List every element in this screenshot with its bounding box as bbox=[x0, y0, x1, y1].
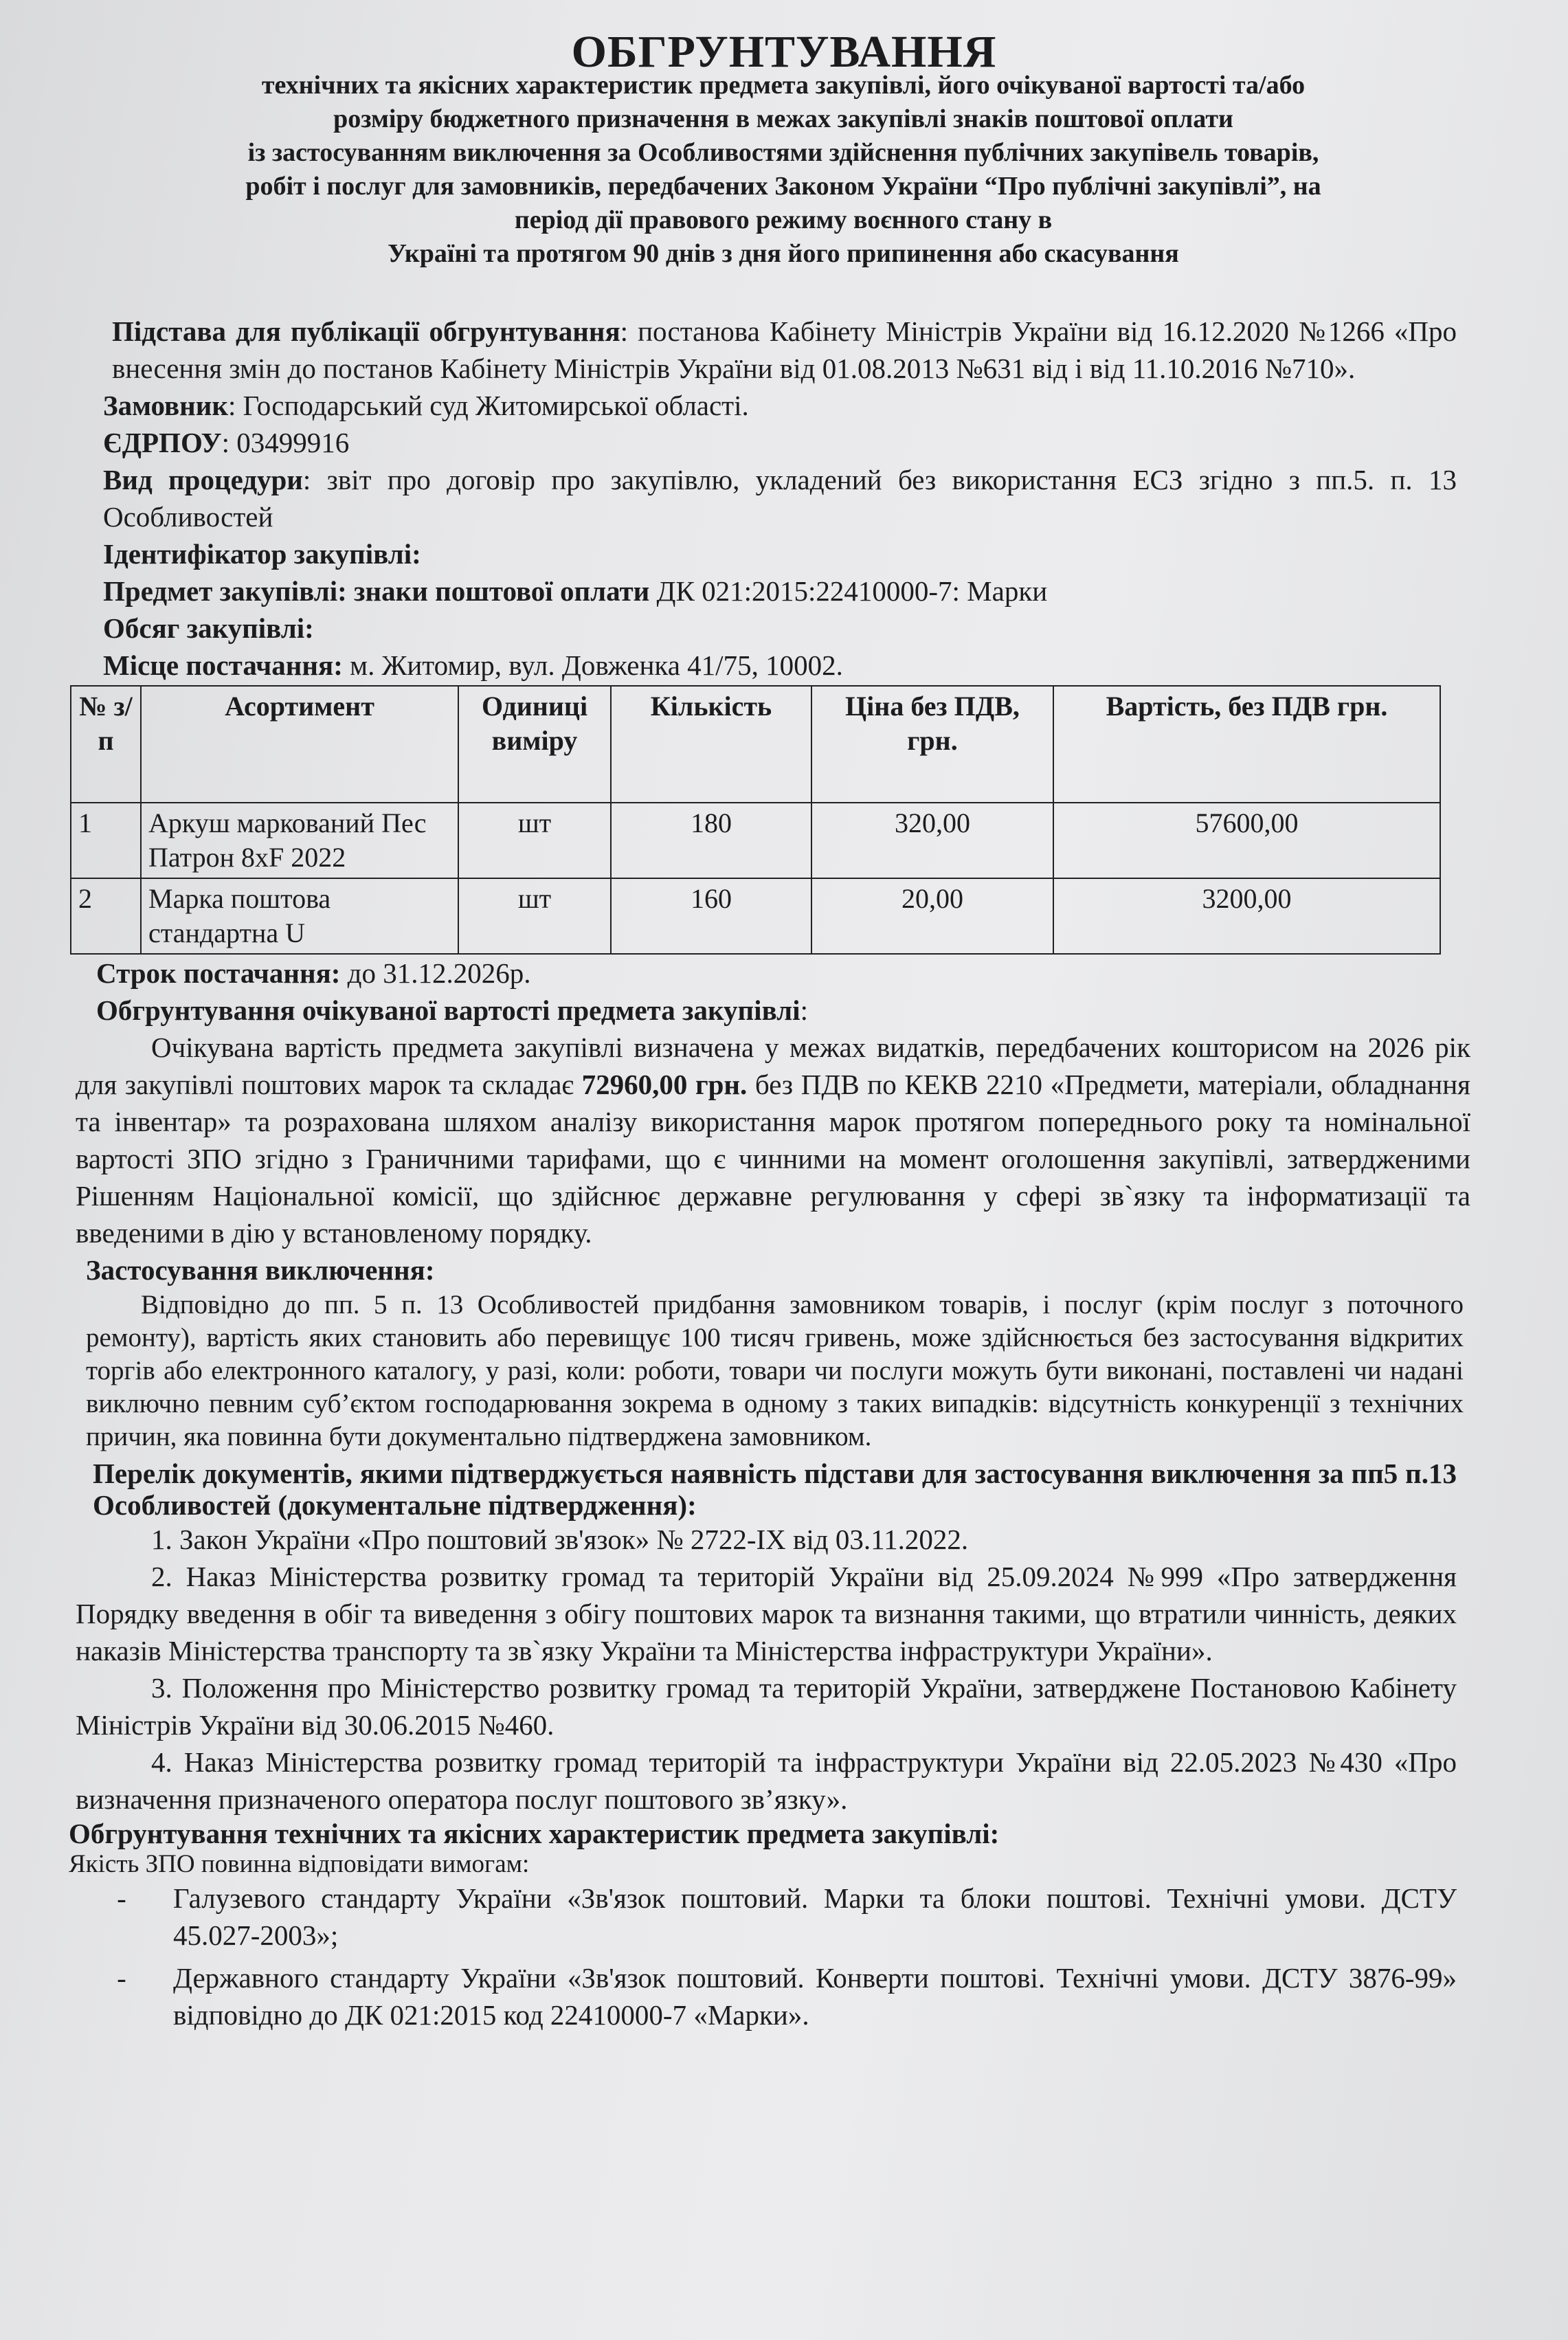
documents-heading-text: Перелік документів, якими підтверджується наявність підстави для застосування виключення за пп5 п.13 Особливостей (документальне підтвердження): bbox=[93, 1458, 1457, 1521]
place-line bbox=[103, 647, 1457, 684]
technical-heading bbox=[69, 1818, 1457, 1849]
cell-assortment: Марка поштова стандартна U bbox=[141, 878, 458, 954]
cell-unit: шт bbox=[458, 878, 611, 954]
document-item: 3. Положення про Міністерство розвитку громад та територій України, затверджене Постановою Кабінету Міністрів України від 30.06.2015 №460. bbox=[76, 1672, 1457, 1741]
document-title: ОБГРУНТУВАННЯ bbox=[571, 27, 997, 77]
expected-heading bbox=[96, 992, 1457, 1029]
edrpou-value: : 03499916 bbox=[221, 427, 350, 458]
document-item: 4. Наказ Міністерства розвитку громад територій та інфраструктури України від 22.05.2023 №430 «Про визначення призначеного оператора послуг поштового зв’язку». bbox=[76, 1746, 1457, 1815]
basis-paragraph bbox=[112, 313, 1457, 387]
dash-bullet: - bbox=[117, 1962, 126, 1994]
customer-line bbox=[103, 387, 1457, 424]
cell-total: 3200,00 bbox=[1053, 878, 1440, 954]
document-body bbox=[69, 313, 1471, 2033]
technical-intro: Якість ЗПО повинна відповідати вимогам: bbox=[69, 1850, 530, 1878]
header-number: № з/п bbox=[71, 686, 141, 803]
volume-line bbox=[103, 610, 1457, 647]
exception-paragraph: Відповідно до пп. 5 п. 13 Особливостей придбання замовником товарів, і послуг (крім послуг з поточного ремонту), вартість яких становить або перевищує 100 тисяч гривень, може здійснюється без застосування відкритих торгів або електронного каталогу, у разі, коли: роботи, товари чи послуги можуть бути виконані, поставлені чи надані виключно певним суб’єктом господарювання зокрема в одному з таких випадків: відсутність конкуренції з технічних причин, яка повинна бути документально підтверджена замовником. bbox=[86, 1290, 1464, 1451]
subtitle-line: період дії правового режиму воєнного стану в bbox=[514, 205, 1053, 234]
cell-number: 1 bbox=[71, 803, 141, 878]
subtitle-line: робіт і послуг для замовників, передбачених Законом України “Про публічні закупівлі”, на bbox=[245, 172, 1321, 201]
expected-text-2: без ПДВ по КЕКВ 2210 «Предмети, матеріали, обладнання та інвентар» та розрахована шляхом аналізу використання марок протягом попереднього року та номінальної вартості ЗПО згідно з Граничними тарифами, що є чинними на момент оголошення закупівлі, затвердженими Рішенням Національної комісії, що здійснює державне регулювання у сфері зв`язку та інформатизації та введеними в дію у встановленому порядку. bbox=[76, 1069, 1471, 1249]
exception-heading-text: Застосування виключення: bbox=[86, 1254, 435, 1286]
technical-item-text: Галузевого стандарту України «Зв'язок поштовий. Марки та блоки поштові. Технічні умови. ДСТУ 45.027-2003»; bbox=[173, 1882, 1457, 1951]
technical-heading-text: Обгрунтування технічних та якісних характеристик предмета закупівлі: bbox=[69, 1818, 1000, 1849]
cell-total: 57600,00 bbox=[1053, 803, 1440, 878]
dash-bullet: - bbox=[117, 1882, 126, 1914]
place-label: Місце постачання: bbox=[103, 649, 343, 681]
cell-number: 2 bbox=[71, 878, 141, 954]
subject-line bbox=[103, 572, 1457, 610]
technical-list-item bbox=[70, 1959, 1457, 2033]
edrpou-label: ЄДРПОУ bbox=[103, 427, 222, 458]
document-subtitle bbox=[110, 69, 1457, 271]
cell-price: 20,00 bbox=[811, 878, 1053, 954]
cell-price: 320,00 bbox=[811, 803, 1053, 878]
basis-text: : постанова Кабінету Міністрів України від 16.12.2020 №1266 «Про внесення змін до постанов Кабінету Міністрів України від 01.08.2013 №631 від і від 11.10.2016 №710». bbox=[112, 315, 1457, 384]
table-row bbox=[71, 878, 1440, 954]
expected-colon: : bbox=[800, 994, 808, 1026]
header-total: Вартість, без ПДВ грн. bbox=[1053, 686, 1440, 803]
technical-list-item bbox=[70, 1880, 1457, 1954]
identifier-line bbox=[103, 535, 1457, 572]
expected-amount: 72960,00 грн. bbox=[581, 1069, 748, 1100]
procedure-label: Вид процедури bbox=[103, 464, 303, 495]
document-item: 1. Закон України «Про поштовий зв'язок» № 2722-IX від 03.11.2022. bbox=[151, 1524, 969, 1555]
term-label: Строк постачання: bbox=[96, 957, 341, 989]
subtitle-line: розміру бюджетного призначення в межах закупівлі знаків поштової оплати bbox=[333, 104, 1233, 133]
volume-label: Обсяг закупівлі: bbox=[103, 612, 314, 644]
cell-assortment: Аркуш маркований Пес Патрон 8xF 2022 bbox=[141, 803, 458, 878]
header-quantity: Кількість bbox=[611, 686, 811, 803]
place-value: м. Житомир, вул. Довженка 41/75, 10002. bbox=[342, 649, 843, 681]
items-table bbox=[70, 685, 1441, 955]
exception-heading bbox=[86, 1251, 1457, 1289]
header-unit: Одиниці виміру bbox=[458, 686, 611, 803]
cell-quantity: 160 bbox=[611, 878, 811, 954]
customer-label: Замовник bbox=[103, 390, 229, 421]
procedure-value: : звіт про договір про закупівлю, укладений без використання ЕСЗ згідно з пп.5. п. 13 Особливостей bbox=[103, 464, 1457, 533]
header-price: Ціна без ПДВ, грн. bbox=[811, 686, 1053, 803]
table-header-row bbox=[71, 686, 1440, 803]
basis-label: Підстава для публікації обгрунтування bbox=[112, 315, 620, 347]
expected-paragraph bbox=[76, 1029, 1470, 1251]
technical-item-text: Державного стандарту України «Зв'язок поштовий. Конверти поштові. Технічні умови. ДСТУ 3876-99» відповідно до ДК 021:2015 код 22410000-7 «Марки». bbox=[173, 1962, 1457, 2031]
subject-label: Предмет закупівлі: знаки поштової оплати bbox=[103, 575, 650, 607]
cell-unit: шт bbox=[458, 803, 611, 878]
subtitle-line: із застосуванням виключення за Особливостями здійснення публічних закупівель товарів, bbox=[247, 138, 1319, 167]
procedure-line bbox=[103, 461, 1457, 535]
expected-text-1: Очікувана вартість предмета закупівлі визначена у межах видатків, передбачених кошторисом на 2026 рік для закупівлі поштових марок та складає bbox=[76, 1032, 1470, 1100]
expected-heading-text: Обгрунтування очікуваної вартості предмета закупівлі bbox=[96, 994, 800, 1026]
cell-quantity: 180 bbox=[611, 803, 811, 878]
term-value: до 31.12.2026р. bbox=[340, 957, 531, 989]
document-item: 2. Наказ Міністерства розвитку громад та територій України від 25.09.2024 №999 «Про затвердження Порядку введення в обіг та виведення з обігу поштових марок та визнання такими, що втратили чинність, деяких наказів Міністерства транспорту та зв`язку України та Міністерства інфраструктури України». bbox=[76, 1561, 1457, 1667]
table-row bbox=[71, 803, 1440, 878]
term-line bbox=[96, 955, 1457, 992]
identifier-label: Ідентифікатор закупівлі: bbox=[103, 538, 421, 570]
subtitle-line: технічних та якісних характеристик предмета закупівлі, його очікуваної вартості та/або bbox=[261, 71, 1306, 100]
subtitle-line: Україні та протягом 90 днів з дня його припинення або скасування bbox=[388, 239, 1179, 268]
customer-value: : Господарський суд Житомирської області. bbox=[228, 390, 749, 421]
documents-heading bbox=[93, 1458, 1457, 1521]
header-assortment: Асортимент bbox=[141, 686, 458, 803]
edrpou-line bbox=[103, 424, 1457, 461]
subject-value: ДК 021:2015:22410000-7: Марки bbox=[649, 575, 1048, 607]
